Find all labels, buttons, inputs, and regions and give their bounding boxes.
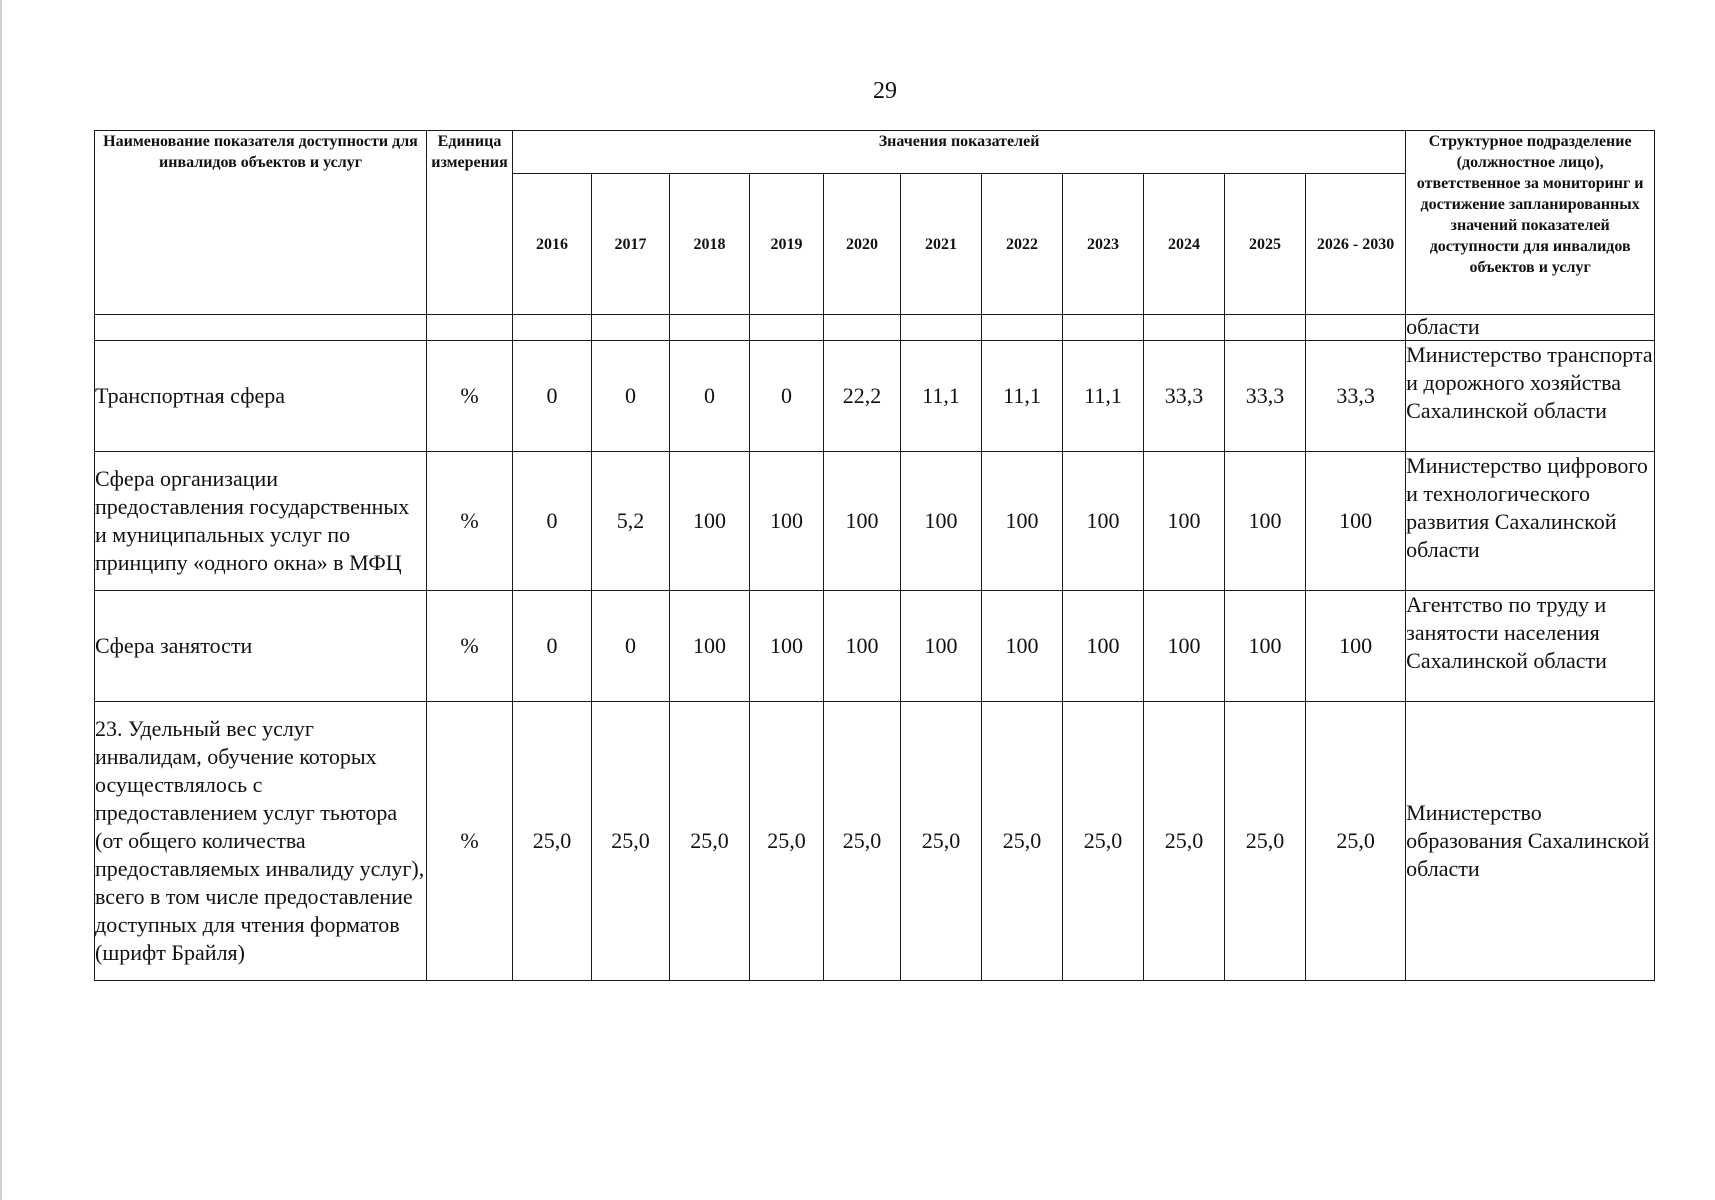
value-cell: 100 [901, 591, 982, 702]
value-cell: 25,0 [592, 702, 670, 981]
indicators-table [94, 130, 1655, 981]
responsible-cell: Министерство цифрового и технологического развития Сахалинской области [1406, 452, 1655, 591]
value-cell: 0 [670, 341, 750, 452]
value-cell: 100 [750, 591, 824, 702]
header-year: 2019 [750, 174, 824, 315]
table-row-tutor-services [95, 702, 1655, 981]
value-cell: 100 [1306, 452, 1406, 591]
value-cell: 11,1 [901, 341, 982, 452]
table-row-transport [95, 341, 1655, 452]
value-cell: 100 [1225, 452, 1306, 591]
value-cell: 11,1 [1063, 341, 1144, 452]
value-cell [1063, 315, 1144, 341]
value-cell: 25,0 [982, 702, 1063, 981]
unit-cell: % [427, 452, 513, 591]
responsible-cell: Министерство образования Сахалинской области [1406, 702, 1655, 981]
value-cell: 33,3 [1306, 341, 1406, 452]
value-cell: 100 [750, 452, 824, 591]
header-values: Значения показателей [513, 131, 1406, 174]
value-cell: 0 [592, 341, 670, 452]
header-responsible: Структурное подразделение (должностное лицо), ответственное за мониторинг и достижение запланированных значений показателей доступности для инвалидов объектов и услуг [1406, 131, 1655, 315]
header-year: 2023 [1063, 174, 1144, 315]
table-row-continuation [95, 315, 1655, 341]
header-year: 2026 - 2030 [1306, 174, 1406, 315]
value-cell: 25,0 [513, 702, 592, 981]
header-year: 2020 [824, 174, 901, 315]
header-unit: Единица измерения [427, 131, 513, 315]
value-cell: 5,2 [592, 452, 670, 591]
value-cell: 0 [513, 591, 592, 702]
value-cell: 100 [901, 452, 982, 591]
indicator-name: Сфера организации предоставления государственных и муниципальных услуг по принципу «одного окна» в МФЦ [95, 452, 427, 591]
value-cell: 100 [824, 591, 901, 702]
value-cell [1225, 315, 1306, 341]
value-cell: 100 [824, 452, 901, 591]
value-cell: 0 [513, 341, 592, 452]
value-cell: 100 [982, 452, 1063, 591]
responsible-cell: области [1406, 315, 1655, 341]
unit-cell: % [427, 591, 513, 702]
value-cell [982, 315, 1063, 341]
value-cell: 0 [750, 341, 824, 452]
responsible-cell: Министерство транспорта и дорожного хозяйства Сахалинской области [1406, 341, 1655, 452]
value-cell: 100 [1225, 591, 1306, 702]
indicator-name: Сфера занятости [95, 591, 427, 702]
value-cell: 33,3 [1144, 341, 1225, 452]
value-cell: 25,0 [1306, 702, 1406, 981]
unit-cell [427, 315, 513, 341]
value-cell: 0 [513, 452, 592, 591]
value-cell: 100 [1063, 591, 1144, 702]
header-year: 2017 [592, 174, 670, 315]
value-cell: 11,1 [982, 341, 1063, 452]
indicator-name: 23. Удельный вес услуг инвалидам, обучение которых осуществлялось с предоставлением услуг тьютора (от общего количества предоставляемых инвалиду услуг), всего в том числе предоставление доступных для чтения форматов (шрифт Брайля) [95, 702, 427, 981]
value-cell: 100 [1144, 452, 1225, 591]
value-cell: 22,2 [824, 341, 901, 452]
header-indicator-name: Наименование показателя доступности для инвалидов объектов и услуг [95, 131, 427, 315]
value-cell: 25,0 [670, 702, 750, 981]
header-row [95, 131, 1655, 174]
value-cell: 100 [1144, 591, 1225, 702]
header-year: 2018 [670, 174, 750, 315]
value-cell [1306, 315, 1406, 341]
unit-cell: % [427, 702, 513, 981]
value-cell: 100 [670, 452, 750, 591]
scan-edge [0, 0, 2, 1200]
indicator-name: Транспортная сфера [95, 341, 427, 452]
value-cell [1144, 315, 1225, 341]
header-year: 2022 [982, 174, 1063, 315]
header-year: 2024 [1144, 174, 1225, 315]
header-year: 2016 [513, 174, 592, 315]
indicator-name [95, 315, 427, 341]
table-row-mfc [95, 452, 1655, 591]
value-cell: 0 [592, 591, 670, 702]
value-cell: 100 [1306, 591, 1406, 702]
value-cell: 100 [670, 591, 750, 702]
value-cell [750, 315, 824, 341]
value-cell: 25,0 [1063, 702, 1144, 981]
value-cell: 25,0 [1144, 702, 1225, 981]
header-year: 2021 [901, 174, 982, 315]
responsible-cell: Агентство по труду и занятости населения Сахалинской области [1406, 591, 1655, 702]
value-cell [513, 315, 592, 341]
value-cell [670, 315, 750, 341]
page-number: 29 [873, 78, 897, 104]
value-cell: 25,0 [824, 702, 901, 981]
value-cell [824, 315, 901, 341]
value-cell: 25,0 [901, 702, 982, 981]
unit-cell: % [427, 341, 513, 452]
value-cell: 100 [982, 591, 1063, 702]
value-cell [901, 315, 982, 341]
value-cell: 25,0 [1225, 702, 1306, 981]
value-cell: 100 [1063, 452, 1144, 591]
table-row-employment [95, 591, 1655, 702]
value-cell [592, 315, 670, 341]
header-year: 2025 [1225, 174, 1306, 315]
value-cell: 33,3 [1225, 341, 1306, 452]
value-cell: 25,0 [750, 702, 824, 981]
